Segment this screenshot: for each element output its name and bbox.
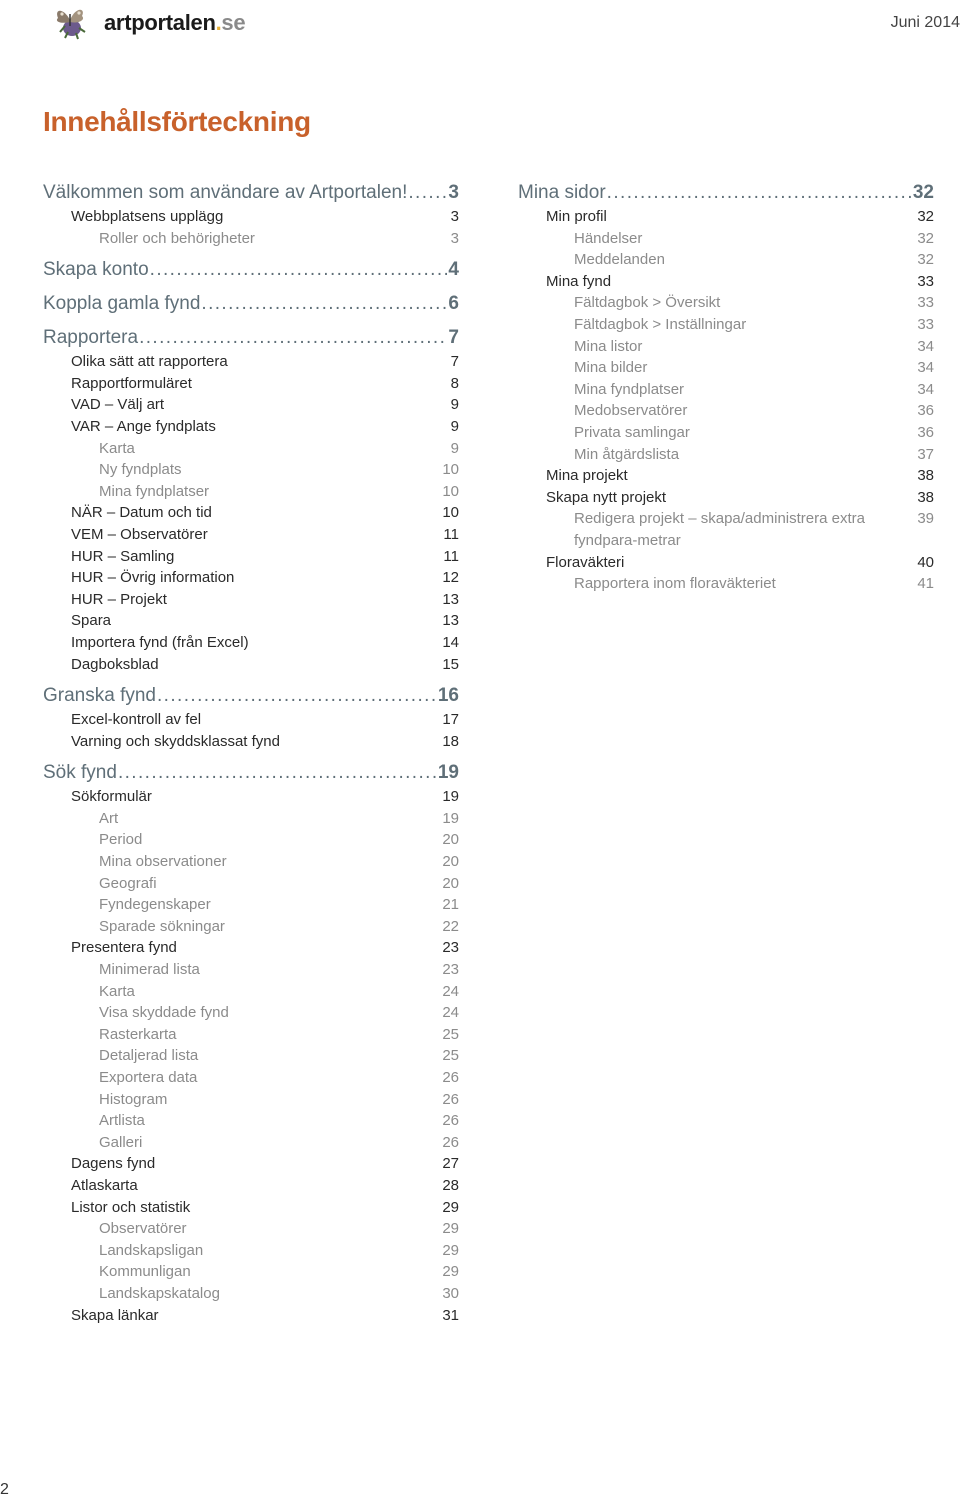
toc-entry-text: Importera fynd (från Excel) bbox=[71, 633, 249, 651]
toc-entry-text: Händelser bbox=[574, 229, 643, 247]
toc-entry-page: 23 bbox=[442, 939, 459, 957]
toc-entry-page: 29 bbox=[442, 1263, 459, 1281]
toc-entry-text: Redigera projekt – skapa/administrera extra fyndpara-metrar bbox=[574, 510, 865, 549]
toc-entry-text: Fältdagbok > Inställningar bbox=[574, 315, 747, 333]
page-title: Innehållsförteckning bbox=[43, 106, 311, 137]
toc-entry-text: Min åtgärdslista bbox=[574, 445, 680, 463]
page-number: 2 bbox=[0, 1481, 9, 1498]
toc-entry[interactable] bbox=[518, 271, 934, 293]
toc-entry[interactable] bbox=[43, 786, 459, 808]
toc-entry[interactable] bbox=[518, 336, 934, 358]
toc-entry-text: HUR – Samling bbox=[71, 547, 175, 565]
toc-entry-text: Observatörer bbox=[99, 1220, 187, 1238]
toc-entry-text: Kommunligan bbox=[99, 1263, 191, 1281]
toc-section bbox=[43, 762, 459, 1326]
toc-entry-page: 19 bbox=[442, 788, 459, 806]
dot-leader bbox=[408, 182, 447, 204]
toc-section-heading[interactable] bbox=[43, 762, 459, 786]
toc-entry[interactable] bbox=[43, 1067, 459, 1089]
toc-entry[interactable] bbox=[43, 481, 459, 503]
toc-entry[interactable] bbox=[43, 808, 459, 830]
toc-entry-text: Karta bbox=[99, 439, 135, 457]
toc-entry-page: 23 bbox=[442, 961, 459, 979]
toc-entry[interactable] bbox=[43, 829, 459, 851]
toc-entry[interactable] bbox=[43, 851, 459, 873]
toc-entry-page: 18 bbox=[442, 732, 459, 750]
toc-entry-page: 33 bbox=[917, 272, 934, 290]
dot-leader bbox=[118, 762, 437, 784]
toc-entry-page: 25 bbox=[442, 1047, 459, 1065]
brand-main: artportalen bbox=[104, 10, 216, 35]
toc-entry[interactable] bbox=[43, 1024, 459, 1046]
toc-entry[interactable] bbox=[43, 1089, 459, 1111]
brand-dot: . bbox=[215, 10, 222, 35]
toc-entry[interactable] bbox=[43, 416, 459, 438]
toc-entry-page: 28 bbox=[442, 1176, 459, 1194]
dot-leader bbox=[139, 327, 447, 349]
toc-entry-text: Mina observationer bbox=[99, 853, 227, 871]
toc-entry-text: Olika sätt att rapportera bbox=[71, 353, 228, 371]
toc-entry-page: 8 bbox=[450, 374, 459, 392]
toc-entry-page: 10 bbox=[442, 504, 459, 522]
toc-entry-text: Fyndegenskaper bbox=[99, 896, 211, 914]
toc-section-heading[interactable] bbox=[518, 182, 934, 206]
toc-entry[interactable] bbox=[43, 709, 459, 731]
toc-entry-page: 29 bbox=[442, 1198, 459, 1216]
toc-entry-page: 20 bbox=[442, 853, 459, 871]
toc-entry-text: Karta bbox=[99, 982, 135, 1000]
toc-section-page: 19 bbox=[437, 762, 459, 784]
toc-entry-page: 30 bbox=[442, 1284, 459, 1302]
toc-section bbox=[518, 182, 934, 595]
toc-entry-page: 36 bbox=[917, 423, 934, 441]
toc-section-page: 32 bbox=[912, 182, 934, 203]
toc-entry-page: 22 bbox=[442, 917, 459, 935]
toc-entry-text: Sparade sökningar bbox=[99, 917, 225, 935]
toc-entry[interactable] bbox=[43, 1002, 459, 1024]
toc-entry[interactable] bbox=[43, 589, 459, 611]
toc-section-title: Koppla gamla fynd bbox=[43, 293, 201, 315]
toc-entry-page: 33 bbox=[917, 315, 934, 333]
toc-entry-text: Medobservatörer bbox=[574, 402, 688, 420]
toc-section-title: Sök fynd bbox=[43, 762, 117, 784]
toc-entry-text: Meddelanden bbox=[574, 251, 665, 269]
toc-entry-text: HUR – Projekt bbox=[71, 590, 167, 608]
toc-entry[interactable] bbox=[43, 459, 459, 481]
toc-entry-page: 24 bbox=[442, 1004, 459, 1022]
toc-left-column bbox=[43, 182, 459, 1326]
toc-entry[interactable] bbox=[43, 1218, 459, 1240]
toc-entry[interactable] bbox=[43, 1197, 459, 1219]
toc-entry-text: Minimerad lista bbox=[99, 961, 200, 979]
toc-entry-page: 33 bbox=[917, 294, 934, 312]
toc-entry-text: Privata samlingar bbox=[574, 423, 690, 441]
toc-entry[interactable] bbox=[518, 422, 934, 444]
toc-entry-page: 24 bbox=[442, 982, 459, 1000]
toc-entry[interactable] bbox=[43, 654, 459, 676]
toc-entry-text: Mina fyndplatser bbox=[574, 380, 685, 398]
toc-section-heading[interactable] bbox=[43, 327, 459, 351]
toc-entry-text: Rasterkarta bbox=[99, 1025, 177, 1043]
toc-entry-page: 36 bbox=[917, 402, 934, 420]
toc-entry[interactable] bbox=[43, 524, 459, 546]
toc-entry-text: VAD – Välj art bbox=[71, 396, 165, 414]
toc-entry-text: Rapportera inom floraväkteriet bbox=[574, 575, 776, 593]
page-header bbox=[0, 0, 960, 50]
toc-entry[interactable] bbox=[518, 249, 934, 271]
toc-entry-page: 9 bbox=[450, 439, 459, 457]
toc-entry[interactable] bbox=[43, 1110, 459, 1132]
toc-right-column bbox=[518, 182, 934, 595]
toc-entry-page: 9 bbox=[450, 417, 459, 435]
toc-entry[interactable] bbox=[43, 731, 459, 753]
toc-entry-text: Art bbox=[99, 809, 119, 827]
toc-entry[interactable] bbox=[43, 206, 459, 228]
toc-entry-page: 15 bbox=[442, 655, 459, 673]
toc-entry[interactable] bbox=[43, 394, 459, 416]
toc-entry-text: Presentera fynd bbox=[71, 939, 177, 957]
toc-entry[interactable] bbox=[518, 206, 934, 228]
toc-entry-text: VEM – Observatörer bbox=[71, 525, 208, 543]
toc-section bbox=[43, 259, 459, 283]
toc-entry-text: Dagens fynd bbox=[71, 1155, 156, 1173]
toc-entry[interactable] bbox=[43, 1153, 459, 1175]
toc-entry-text: Dagboksblad bbox=[71, 655, 159, 673]
toc-section-page: 6 bbox=[448, 293, 459, 315]
toc-entry[interactable] bbox=[43, 873, 459, 895]
toc-entry-page: 39 bbox=[917, 510, 934, 528]
toc-entry[interactable] bbox=[518, 400, 934, 422]
butterfly-on-thistle-logo-icon bbox=[50, 2, 90, 40]
toc-entry-text: Mina fyndplatser bbox=[99, 482, 210, 500]
toc-entry-text: Min profil bbox=[546, 208, 607, 225]
toc-section-page: 3 bbox=[448, 182, 459, 203]
toc-entry[interactable] bbox=[43, 959, 459, 981]
toc-section-title: Granska fynd bbox=[43, 685, 156, 707]
toc-entry-page: 12 bbox=[442, 569, 459, 587]
toc-entry-page: 20 bbox=[442, 874, 459, 892]
toc-section bbox=[43, 182, 459, 249]
toc-entry-page: 3 bbox=[450, 208, 459, 225]
toc-entry-text: HUR – Övrig information bbox=[71, 569, 235, 587]
toc-entry[interactable] bbox=[43, 610, 459, 632]
issue-date: Juni 2014 bbox=[890, 14, 960, 31]
toc-section-heading[interactable] bbox=[43, 293, 459, 317]
toc-entry-page: 3 bbox=[450, 229, 459, 247]
toc-entry-text: Rapportformuläret bbox=[71, 374, 192, 392]
toc-entry[interactable] bbox=[518, 292, 934, 314]
toc-entry-page: 26 bbox=[442, 1069, 459, 1086]
toc-entry[interactable] bbox=[518, 487, 934, 509]
toc-entry-page: 21 bbox=[442, 896, 459, 914]
toc-entry-page: 38 bbox=[917, 488, 934, 506]
toc-entry-text: Ny fyndplats bbox=[99, 461, 182, 479]
toc-entry[interactable] bbox=[43, 1305, 459, 1327]
toc-entry[interactable] bbox=[518, 314, 934, 336]
toc-entry[interactable] bbox=[518, 379, 934, 401]
toc-entry-page: 38 bbox=[917, 467, 934, 485]
toc-entry-page: 13 bbox=[442, 590, 459, 608]
toc-section-title: Välkommen som användare av Artportalen! bbox=[43, 182, 408, 203]
toc-entry-text: Mina fynd bbox=[546, 272, 612, 290]
toc-entry-text: VAR – Ange fyndplats bbox=[71, 417, 216, 435]
toc-entry-page: 11 bbox=[443, 547, 459, 565]
toc-section bbox=[43, 293, 459, 317]
toc-entry-page: 37 bbox=[917, 445, 934, 463]
toc-entry-text: Histogram bbox=[99, 1090, 168, 1108]
toc-entry[interactable] bbox=[43, 1261, 459, 1283]
toc-entry[interactable] bbox=[43, 632, 459, 654]
toc-entry[interactable] bbox=[518, 444, 934, 466]
toc-entry-page: 40 bbox=[917, 553, 934, 571]
toc-section-title: Mina sidor bbox=[518, 182, 606, 203]
toc-entry[interactable] bbox=[43, 894, 459, 916]
toc-entry-page: 32 bbox=[917, 229, 934, 247]
toc-entry[interactable] bbox=[518, 465, 934, 487]
brand-tld: se bbox=[221, 10, 246, 35]
toc-entry-text: Mina bilder bbox=[574, 359, 648, 377]
toc-entry-page: 34 bbox=[917, 359, 934, 377]
toc-entry-text: Mina projekt bbox=[546, 467, 628, 485]
toc-entry-text: Roller och behörigheter bbox=[99, 229, 255, 247]
toc-entry-page: 10 bbox=[442, 461, 459, 479]
toc-entry-text: Exportera data bbox=[99, 1069, 198, 1086]
toc-entry-text: Spara bbox=[71, 612, 112, 630]
toc-section-heading[interactable] bbox=[43, 685, 459, 709]
toc-entry-page: 14 bbox=[442, 633, 459, 651]
toc-section-heading[interactable] bbox=[43, 182, 459, 206]
toc-entry-text: Sökformulär bbox=[71, 788, 152, 806]
toc-entry[interactable] bbox=[43, 373, 459, 395]
toc-entry-page: 32 bbox=[917, 208, 934, 225]
dot-leader bbox=[607, 182, 912, 204]
toc-entry-text: Fältdagbok > Översikt bbox=[574, 294, 721, 312]
toc-entry-text: Varning och skyddsklassat fynd bbox=[71, 732, 280, 750]
toc-entry[interactable] bbox=[43, 351, 459, 373]
toc-entry-text: Mina listor bbox=[574, 337, 643, 355]
toc-entry-text: Atlaskarta bbox=[71, 1176, 138, 1194]
dot-leader bbox=[157, 685, 437, 707]
toc-section bbox=[43, 685, 459, 752]
toc-entry-text: Artlista bbox=[99, 1112, 145, 1130]
brand-wordmark bbox=[104, 10, 245, 36]
toc-entry-page: 34 bbox=[917, 380, 934, 398]
toc-entry[interactable] bbox=[43, 502, 459, 524]
toc-entry-page: 26 bbox=[442, 1112, 459, 1130]
toc-entry-page: 29 bbox=[442, 1241, 459, 1259]
toc-entry-text: Skapa länkar bbox=[71, 1306, 159, 1324]
toc-section-page: 16 bbox=[437, 685, 459, 707]
toc-entry[interactable] bbox=[43, 916, 459, 938]
toc-entry-page: 26 bbox=[442, 1133, 459, 1151]
toc-entry-text: Landskapsligan bbox=[99, 1241, 204, 1259]
toc-section-page: 7 bbox=[448, 327, 459, 349]
toc-entry-text: Landskapskatalog bbox=[99, 1284, 220, 1302]
toc-entry-text: Detaljerad lista bbox=[99, 1047, 199, 1065]
toc-entry-text: Floraväkteri bbox=[546, 553, 625, 571]
toc-section-page: 4 bbox=[448, 259, 459, 281]
dot-leader bbox=[201, 293, 447, 315]
toc-entry[interactable] bbox=[43, 438, 459, 460]
toc-entry-text: Visa skyddade fynd bbox=[99, 1004, 229, 1022]
toc-entry-text: Period bbox=[99, 831, 143, 849]
toc-entry-text: Skapa nytt projekt bbox=[546, 488, 667, 506]
toc-entry-text: Listor och statistik bbox=[71, 1198, 191, 1216]
toc-entry-page: 27 bbox=[442, 1155, 459, 1173]
toc-entry[interactable] bbox=[518, 573, 934, 595]
toc-section bbox=[43, 327, 459, 675]
toc-entry-text: Webbplatsens upplägg bbox=[71, 208, 224, 225]
toc-entry[interactable] bbox=[518, 357, 934, 379]
toc-entry-text: Geografi bbox=[99, 874, 157, 892]
toc-entry-page: 10 bbox=[442, 482, 459, 500]
toc-entry-page: 7 bbox=[450, 353, 459, 371]
toc-entry[interactable] bbox=[518, 228, 934, 250]
toc-entry[interactable] bbox=[518, 552, 934, 574]
toc-entry-text: NÄR – Datum och tid bbox=[71, 504, 212, 522]
toc-entry-page: 26 bbox=[442, 1090, 459, 1108]
toc-entry-page: 9 bbox=[450, 396, 459, 414]
toc-entry-page: 32 bbox=[917, 251, 934, 269]
toc-entry[interactable] bbox=[43, 937, 459, 959]
toc-entry-page: 34 bbox=[917, 337, 934, 355]
toc-entry-text: Excel-kontroll av fel bbox=[71, 711, 202, 729]
toc-entry[interactable] bbox=[43, 1045, 459, 1067]
toc-entry[interactable] bbox=[43, 1175, 459, 1197]
toc-section-heading[interactable] bbox=[43, 259, 459, 283]
toc-entry-page: 41 bbox=[917, 575, 934, 593]
toc-entry-page: 11 bbox=[443, 525, 459, 543]
toc-entry-page: 31 bbox=[442, 1306, 459, 1324]
toc-entry-page: 13 bbox=[442, 612, 459, 630]
toc-entry[interactable] bbox=[43, 1283, 459, 1305]
toc-section-title: Rapportera bbox=[43, 327, 139, 349]
toc-entry-page: 19 bbox=[442, 809, 459, 827]
toc-entry-page: 17 bbox=[442, 711, 459, 729]
toc-entry[interactable] bbox=[43, 546, 459, 568]
toc-entry[interactable] bbox=[43, 1132, 459, 1154]
toc-entry[interactable] bbox=[43, 228, 459, 250]
toc-entry-page: 25 bbox=[442, 1025, 459, 1043]
toc-entry-page: 29 bbox=[442, 1220, 459, 1238]
toc-entry-page: 20 bbox=[442, 831, 459, 849]
dot-leader bbox=[150, 259, 448, 281]
toc-entry[interactable] bbox=[43, 1240, 459, 1262]
toc-entry-text: Galleri bbox=[99, 1133, 143, 1151]
toc-entry[interactable] bbox=[518, 508, 934, 551]
toc-entry[interactable] bbox=[43, 567, 459, 589]
toc-entry[interactable] bbox=[43, 981, 459, 1003]
toc-section-title: Skapa konto bbox=[43, 259, 149, 281]
